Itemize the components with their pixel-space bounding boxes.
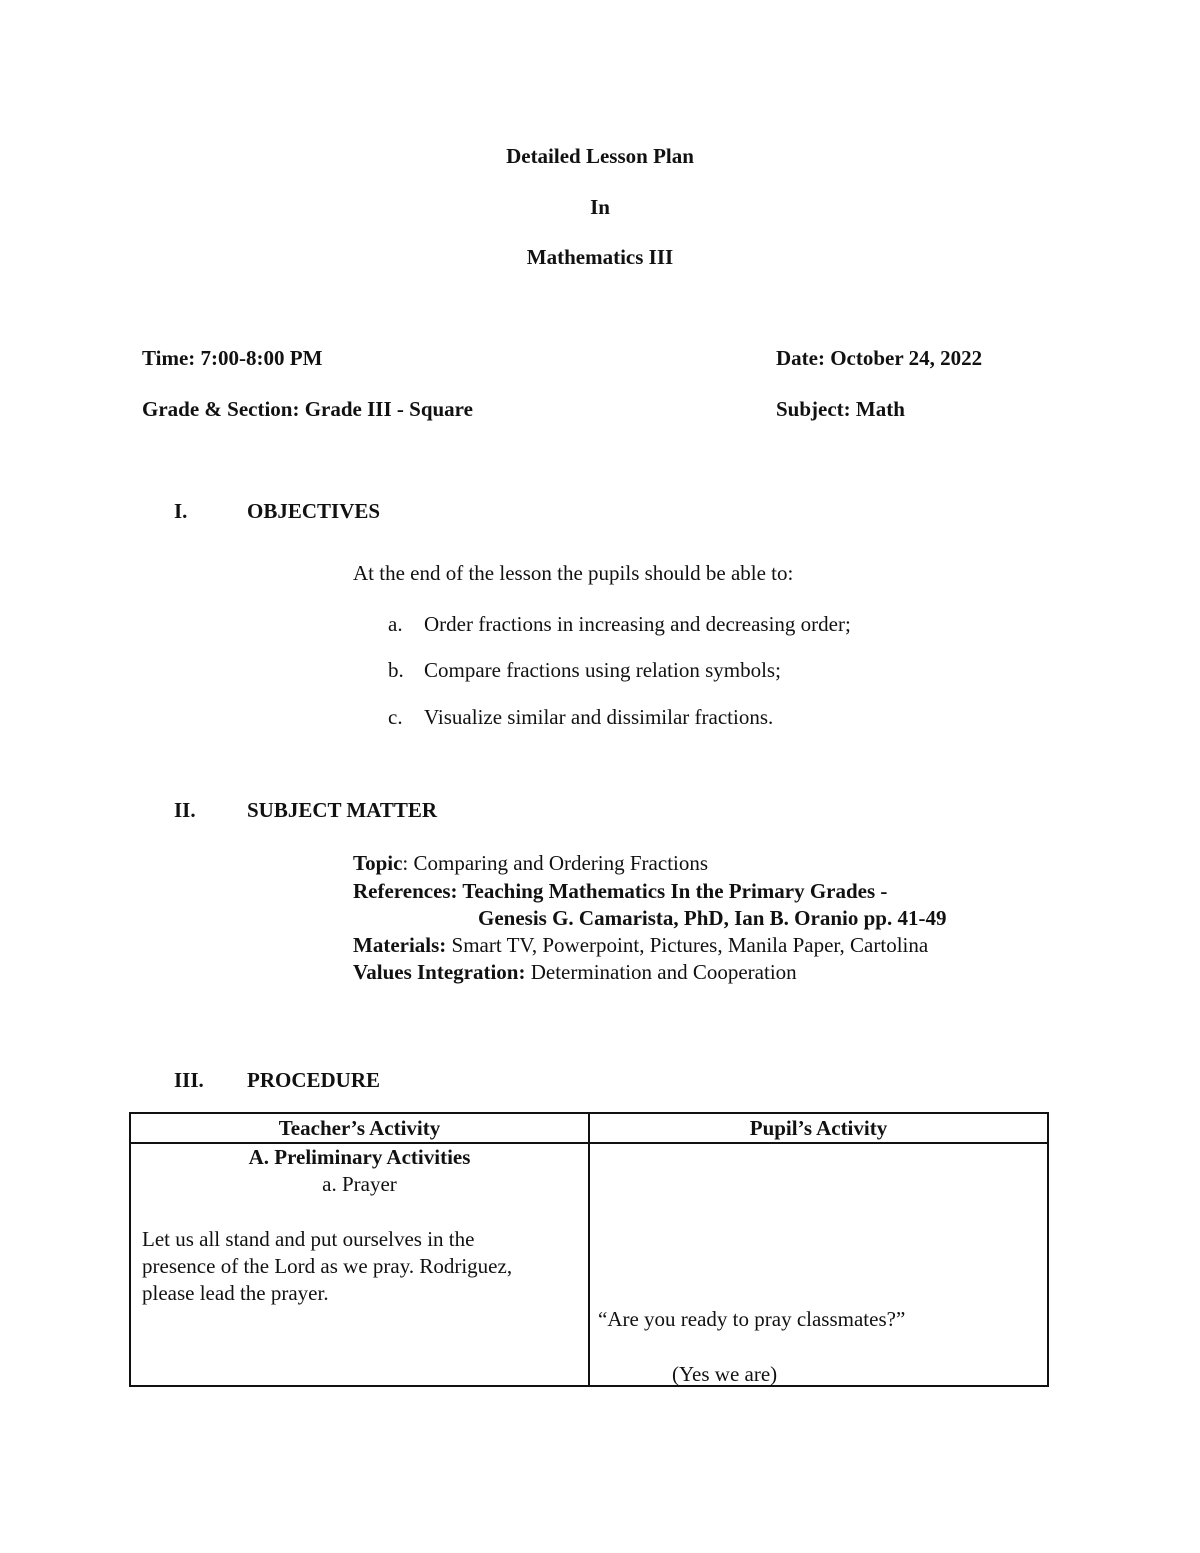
subject-title: Mathematics III [526,245,674,269]
teacher-text-line: presence of the Lord as we pray. Rodriguez, [142,1254,513,1278]
topic-line [353,851,708,876]
date-field: Date: October 24, 2022 [776,346,983,370]
table-row [130,1143,1048,1386]
objective-marker: a. [388,612,403,636]
teacher-activity-header: Teacher’s Activity [130,1113,589,1143]
pupil-response: (Yes we are) [672,1362,778,1386]
references-authors: Genesis G. Camarista, PhD, Ian B. Oranio pp. 41-49 [478,906,947,930]
pupil-prompt: “Are you ready to pray classmates?” [598,1307,906,1331]
objective-item: Visualize similar and dissimilar fractions. [424,705,774,729]
procedure-heading: PROCEDURE [247,1068,381,1092]
objectives-numeral: I. [174,499,188,523]
objective-marker: b. [388,658,404,682]
topic-value: : Comparing and Ordering Fractions [402,851,709,875]
subject-matter-numeral: II. [174,798,196,822]
materials-label: Materials: [353,933,447,957]
objective-marker: c. [388,705,403,729]
values-label: Values Integration: [353,960,526,984]
section-title: A. Preliminary Activities [248,1145,471,1169]
pupil-activity-cell [589,1143,1048,1386]
grade-section-field: Grade & Section: Grade III - Square [142,397,473,421]
subject-matter-heading: SUBJECT MATTER [247,798,438,822]
materials-line [353,933,928,958]
procedure-numeral: III. [174,1068,204,1092]
objective-item: Order fractions in increasing and decreasing order; [424,612,851,636]
teacher-activity-cell [130,1143,589,1386]
teacher-text [142,1226,512,1307]
sub-title: a. Prayer [322,1172,397,1196]
topic-label: Topic [353,851,403,875]
values-line [353,960,797,985]
materials-value: Smart TV, Powerpoint, Pictures, Manila Paper, Cartolina [446,933,929,957]
table-header-row [130,1113,1048,1143]
teacher-text-line: please lead the prayer. [142,1281,329,1305]
procedure-table [129,1112,1049,1387]
objectives-intro: At the end of the lesson the pupils should be able to: [353,561,794,585]
document-title: Detailed Lesson Plan [506,144,694,168]
objective-item: Compare fractions using relation symbols; [424,658,781,682]
pupil-activity-header: Pupil’s Activity [589,1113,1048,1143]
title-in: In [590,195,610,219]
values-value: Determination and Cooperation [525,960,797,984]
objectives-heading: OBJECTIVES [247,499,381,523]
references-line: References: Teaching Mathematics In the Primary Grades - [353,879,888,903]
time-field: Time: 7:00-8:00 PM [142,346,323,370]
subject-field: Subject: Math [776,397,905,421]
teacher-text-line: Let us all stand and put ourselves in the [142,1227,475,1251]
